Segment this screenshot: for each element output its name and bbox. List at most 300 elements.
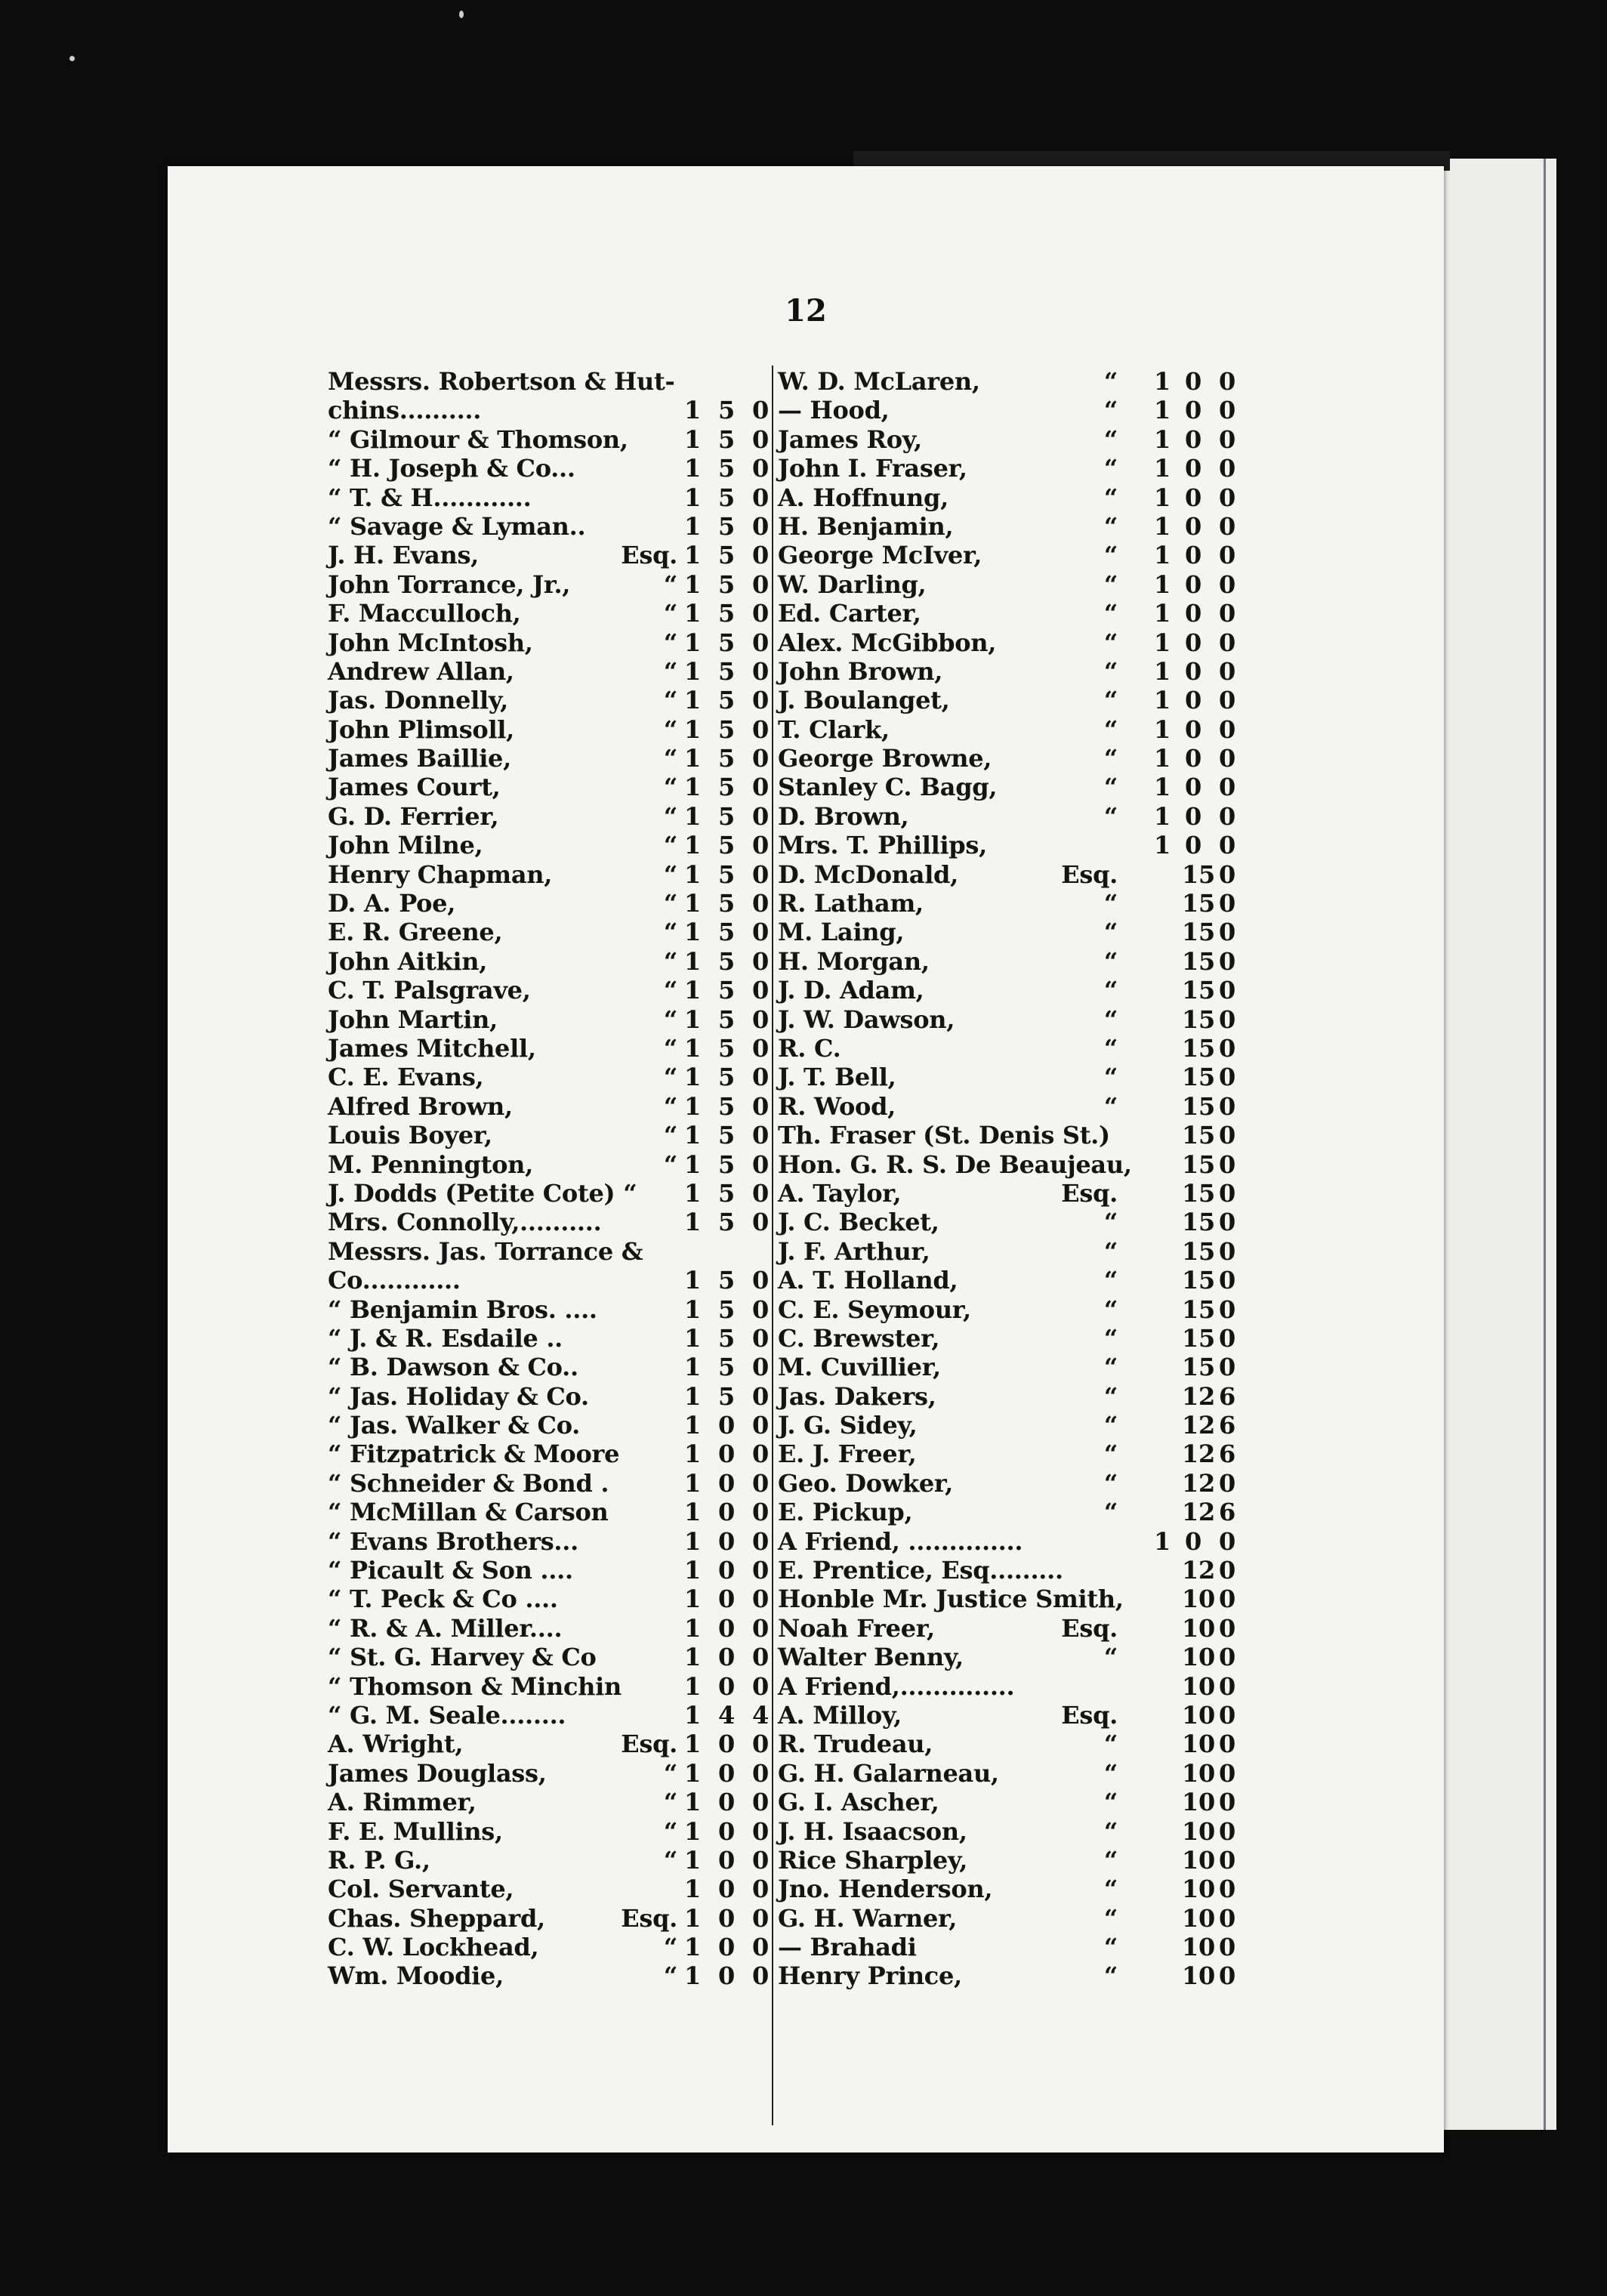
amount-pounds: 1: [684, 511, 701, 541]
amount-shillings: 15: [1182, 1178, 1215, 1208]
amount-pence: 0: [1219, 1556, 1235, 1585]
subscriber-row: [328, 1612, 772, 1641]
amount-pence: 0: [752, 1178, 769, 1208]
subscriber-name: G. D. Ferrier,: [328, 801, 499, 831]
amount-pence: 0: [752, 831, 769, 860]
amount-pounds: 1: [1154, 831, 1171, 860]
amount-pence: 0: [752, 1266, 769, 1295]
subscriber-title: “: [663, 918, 677, 947]
amount-pounds: 1: [684, 1295, 701, 1324]
subscriber-name: D. McDonald,: [778, 859, 958, 889]
subscriber-row: [778, 1728, 1238, 1757]
amount-pence: 0: [1219, 1788, 1235, 1817]
subscriber-row: [778, 424, 1238, 452]
amount-shillings: 0: [718, 1498, 735, 1527]
amount-pounds: 1: [684, 744, 701, 773]
amount-shillings: 15: [1182, 1236, 1215, 1266]
amount-pence: 6: [1219, 1381, 1235, 1411]
subscriber-row: [778, 1119, 1238, 1148]
subscriber-name: D. Brown,: [778, 801, 909, 831]
amount-pounds: 1: [684, 483, 701, 512]
amount-pence: 0: [752, 511, 769, 541]
subscriber-name: Jas. Dakers,: [778, 1381, 936, 1411]
subscriber-name: Ed. Carter,: [778, 599, 921, 628]
amount-pence: 0: [752, 1556, 769, 1585]
amount-pence: 0: [1219, 744, 1235, 773]
amount-pence: 0: [1219, 918, 1235, 947]
subscriber-name: C. W. Lockhead,: [328, 1933, 539, 1962]
subscriber-name: H. Benjamin,: [778, 511, 954, 541]
amount-shillings: 0: [1185, 454, 1201, 483]
subscriber-row: [328, 1236, 772, 1264]
subscriber-row: [328, 974, 772, 1003]
amount-pence: 0: [752, 1526, 769, 1556]
amount-shillings: 0: [718, 1613, 735, 1643]
subscriber-row: [328, 1322, 772, 1351]
subscriber-row: [328, 1583, 772, 1612]
subscriber-row: [328, 1149, 772, 1177]
subscriber-title: “: [663, 569, 677, 599]
subscriber-name: Jno. Henderson,: [778, 1875, 993, 1904]
amount-pence: 4: [752, 1700, 769, 1730]
amount-pence: 0: [1219, 1150, 1235, 1179]
subscriber-row: [328, 1873, 772, 1902]
subscriber-name: “ Fitzpatrick & Moore: [328, 1440, 620, 1469]
subscriber-name: George Browne,: [778, 744, 992, 773]
amount-pence: 0: [752, 976, 769, 1005]
amount-pounds: 1: [684, 1353, 701, 1382]
amount-pence: 0: [1219, 1208, 1235, 1237]
subscriber-row: [328, 1438, 772, 1467]
subscriber-title: “: [1103, 541, 1118, 570]
amount-pence: 0: [752, 1758, 769, 1788]
subscriber-title: “: [1103, 628, 1118, 657]
subscriber-name: Messrs. Robertson & Hut-: [328, 367, 675, 396]
amount-shillings: 12: [1182, 1411, 1215, 1440]
subscriber-name: John Milne,: [328, 831, 483, 860]
subscriber-row: [778, 829, 1238, 858]
subscriber-row: [328, 1467, 772, 1496]
amount-shillings: 5: [718, 1323, 735, 1353]
subscriber-title: “: [663, 831, 677, 860]
amount-shillings: 10: [1182, 1671, 1215, 1701]
subscriber-name: “ Thomson & Minchin: [328, 1671, 622, 1701]
amount-shillings: 0: [718, 1526, 735, 1556]
subscriber-title: “: [663, 801, 677, 831]
subscriber-row: [778, 1612, 1238, 1641]
subscriber-name: Hon. G. R. S. De Beaujeau,: [778, 1150, 1132, 1179]
amount-pence: 0: [752, 1933, 769, 1962]
subscriber-title: Esq.: [1061, 1613, 1118, 1643]
subscriber-name: John Aitkin,: [328, 946, 488, 976]
subscriber-title: “: [1103, 889, 1118, 918]
subscriber-name: H. Morgan,: [778, 946, 930, 976]
amount-pounds: 1: [684, 1208, 701, 1237]
subscriber-row: [778, 1816, 1238, 1844]
amount-shillings: 5: [718, 714, 735, 744]
subscriber-title: “: [663, 656, 677, 686]
subscriber-name: J. F. Arthur,: [778, 1236, 930, 1266]
subscriber-title: “: [1103, 396, 1118, 425]
subscriber-title: “: [1103, 976, 1118, 1005]
amount-pence: 0: [1219, 424, 1235, 454]
amount-pounds: 1: [684, 1643, 701, 1672]
amount-shillings: 0: [1185, 831, 1201, 860]
amount-shillings: 10: [1182, 1875, 1215, 1904]
subscriber-name: T. Clark,: [778, 714, 890, 744]
amount-pence: 0: [1219, 889, 1235, 918]
amount-shillings: 0: [718, 1585, 735, 1614]
amount-pounds: 1: [684, 1004, 701, 1034]
subscriber-name: “ Picault & Son ....: [328, 1556, 573, 1585]
amount-pounds: 1: [1154, 801, 1171, 831]
amount-pence: 0: [752, 1411, 769, 1440]
subscriber-title: “: [663, 1091, 677, 1121]
subscriber-row: [778, 1641, 1238, 1670]
subscriber-row: [328, 1032, 772, 1061]
amount-pence: 0: [752, 1643, 769, 1672]
amount-shillings: 15: [1182, 976, 1215, 1005]
subscriber-title: “: [1103, 946, 1118, 976]
amount-pence: 6: [1219, 1411, 1235, 1440]
subscriber-name: D. A. Poe,: [328, 889, 456, 918]
amount-shillings: 15: [1182, 918, 1215, 947]
amount-pence: 0: [1219, 1295, 1235, 1324]
amount-pounds: 1: [684, 1440, 701, 1469]
subscriber-name: J. D. Adam,: [778, 976, 924, 1005]
subscriber-row: [328, 1351, 772, 1380]
subscriber-name: Alfred Brown,: [328, 1091, 513, 1121]
subscriber-name: James Court,: [328, 773, 501, 802]
subscriber-title: “: [663, 976, 677, 1005]
amount-pence: 0: [752, 1613, 769, 1643]
amount-shillings: 5: [718, 511, 735, 541]
amount-pence: 0: [752, 889, 769, 918]
amount-shillings: 5: [718, 801, 735, 831]
subscriber-name: George McIver,: [778, 541, 982, 570]
amount-pence: 0: [1219, 1063, 1235, 1092]
subscriber-title: “: [663, 1004, 677, 1034]
subscriber-name: C. E. Evans,: [328, 1063, 484, 1092]
amount-pence: 0: [1219, 976, 1235, 1005]
subscriber-title: “: [1103, 1323, 1118, 1353]
subscriber-name: R. Trudeau,: [778, 1730, 933, 1759]
subscriber-name: — Brahadi: [778, 1933, 917, 1962]
document-page: [168, 166, 1444, 2152]
amount-shillings: 0: [718, 1933, 735, 1962]
amount-pounds: 1: [1154, 396, 1171, 425]
amount-shillings: 5: [718, 541, 735, 570]
subscriber-row: [328, 656, 772, 684]
amount-shillings: 5: [718, 599, 735, 628]
amount-pence: 0: [1219, 1903, 1235, 1933]
subscriber-row: [778, 771, 1238, 800]
amount-shillings: 0: [718, 1440, 735, 1469]
amount-shillings: 10: [1182, 1643, 1215, 1672]
subscriber-row: [778, 1004, 1238, 1032]
subscriber-name: E. Prentice, Esq.........: [778, 1556, 1063, 1585]
subscriber-row: [328, 1526, 772, 1554]
amount-shillings: 15: [1182, 1266, 1215, 1295]
amount-pence: 0: [752, 859, 769, 889]
amount-pence: 0: [752, 483, 769, 512]
subscriber-row: [778, 394, 1238, 423]
amount-shillings: 0: [718, 1556, 735, 1585]
amount-pence: 0: [752, 541, 769, 570]
subscriber-name: “ Benjamin Bros. ....: [328, 1295, 597, 1324]
amount-shillings: 12: [1182, 1468, 1215, 1498]
amount-pounds: 1: [1154, 686, 1171, 715]
subscriber-row: [778, 801, 1238, 829]
amount-pounds: 1: [1154, 628, 1171, 657]
amount-shillings: 0: [1185, 773, 1201, 802]
amount-pounds: 1: [684, 1150, 701, 1179]
subscriber-title: Esq.: [1061, 859, 1118, 889]
subscriber-row: [328, 916, 772, 945]
subscriber-row: [328, 1206, 772, 1235]
amount-pence: 0: [1219, 1004, 1235, 1034]
amount-pounds: 1: [684, 1556, 701, 1585]
subscriber-row: [328, 1641, 772, 1670]
subscriber-title: “: [1103, 1788, 1118, 1817]
subscriber-title: “: [1103, 1266, 1118, 1295]
amount-shillings: 5: [718, 656, 735, 686]
subscriber-name: M. Cuvillier,: [778, 1353, 941, 1382]
amount-pounds: 1: [684, 1700, 701, 1730]
subscriber-name: R. P. G.,: [328, 1845, 430, 1875]
amount-shillings: 15: [1182, 946, 1215, 976]
amount-pounds: 1: [684, 1381, 701, 1411]
subscriber-name: Messrs. Jas. Torrance &: [328, 1236, 643, 1266]
amount-pence: 0: [1219, 859, 1235, 889]
amount-pounds: 1: [684, 1585, 701, 1614]
subscriber-name: Henry Chapman,: [328, 859, 553, 889]
amount-pounds: 1: [684, 1063, 701, 1092]
amount-pence: 0: [752, 569, 769, 599]
subscriber-title: “: [663, 1961, 677, 1991]
subscriber-title: “: [663, 744, 677, 773]
subscriber-row: [778, 597, 1238, 626]
amount-shillings: 15: [1182, 1121, 1215, 1150]
subscriber-title: “: [663, 1121, 677, 1150]
subscriber-row: [778, 1177, 1238, 1206]
subscriber-name: M. Pennington,: [328, 1150, 533, 1179]
subscriber-row: [778, 511, 1238, 539]
amount-pence: 0: [1219, 831, 1235, 860]
subscriber-row: [778, 627, 1238, 656]
amount-shillings: 10: [1182, 1700, 1215, 1730]
dust-speck: [459, 11, 464, 18]
amount-pounds: 1: [1154, 367, 1171, 396]
amount-shillings: 0: [1185, 801, 1201, 831]
amount-pence: 0: [1219, 773, 1235, 802]
amount-pounds: 1: [684, 1323, 701, 1353]
subscriber-name: R. C.: [778, 1033, 841, 1063]
subscriber-name: Th. Fraser (St. Denis St.): [778, 1121, 1110, 1150]
amount-shillings: 12: [1182, 1556, 1215, 1585]
subscriber-name: E. Pickup,: [778, 1498, 913, 1527]
subscriber-title: “: [663, 599, 677, 628]
subscriber-title: “: [1103, 1411, 1118, 1440]
subscriber-row: [778, 1061, 1238, 1090]
right-column: [778, 366, 1238, 1989]
subscriber-title: “: [1103, 1381, 1118, 1411]
amount-shillings: 0: [1185, 686, 1201, 715]
amount-shillings: 5: [718, 1266, 735, 1295]
subscriber-name: Honble Mr. Justice Smith,: [778, 1585, 1124, 1614]
amount-pence: 0: [752, 1498, 769, 1527]
amount-pence: 0: [752, 628, 769, 657]
amount-pounds: 1: [684, 1178, 701, 1208]
amount-shillings: 15: [1182, 1295, 1215, 1324]
subscriber-row: [778, 1496, 1238, 1525]
subscriber-row: [778, 1554, 1238, 1583]
subscriber-name: James Roy,: [778, 424, 922, 454]
amount-pounds: 1: [684, 714, 701, 744]
subscriber-name: G. H. Warner,: [778, 1903, 958, 1933]
subscriber-row: [778, 1236, 1238, 1264]
subscriber-row: [328, 597, 772, 626]
amount-pounds: 1: [684, 599, 701, 628]
amount-pounds: 1: [684, 976, 701, 1005]
subscriber-name: C. Brewster,: [778, 1323, 940, 1353]
subscriber-title: “: [1103, 1816, 1118, 1846]
amount-shillings: 0: [1185, 541, 1201, 570]
subscriber-title: “: [1103, 686, 1118, 715]
amount-shillings: 0: [718, 1758, 735, 1788]
amount-pence: 0: [752, 1353, 769, 1382]
subscriber-title: “: [663, 859, 677, 889]
subscriber-row: [778, 684, 1238, 713]
amount-pounds: 1: [1154, 483, 1171, 512]
amount-pence: 0: [752, 396, 769, 425]
subscriber-name: Andrew Allan,: [328, 656, 514, 686]
subscriber-title: “: [1103, 454, 1118, 483]
subscriber-name: J. H. Isaacson,: [778, 1816, 967, 1846]
amount-shillings: 5: [718, 918, 735, 947]
subscriber-name: Alex. McGibbon,: [778, 628, 997, 657]
amount-pence: 0: [1219, 454, 1235, 483]
subscriber-row: [328, 1409, 772, 1438]
subscriber-row: [328, 1177, 772, 1206]
amount-shillings: 15: [1182, 1004, 1215, 1034]
subscriber-row: [328, 1816, 772, 1844]
amount-shillings: 5: [718, 454, 735, 483]
amount-shillings: 5: [718, 859, 735, 889]
underlying-page: [1441, 159, 1556, 2130]
amount-pounds: 1: [684, 1903, 701, 1933]
amount-shillings: 10: [1182, 1788, 1215, 1817]
subscriber-row: [778, 1438, 1238, 1467]
left-column: [328, 366, 772, 1989]
subscriber-name: J. Boulanget,: [778, 686, 950, 715]
amount-shillings: 0: [1185, 628, 1201, 657]
amount-pence: 0: [1219, 1700, 1235, 1730]
amount-shillings: 0: [718, 1671, 735, 1701]
subscriber-row: [328, 366, 772, 394]
subscriber-title: “: [1103, 1903, 1118, 1933]
amount-shillings: 15: [1182, 1033, 1215, 1063]
subscriber-row: [778, 1526, 1238, 1554]
subscriber-row: [328, 511, 772, 539]
subscriber-title: “: [1103, 599, 1118, 628]
amount-pence: 0: [1219, 511, 1235, 541]
subscriber-name: A Friend,..............: [778, 1671, 1015, 1701]
subscriber-name: “ R. & A. Miller....: [328, 1613, 563, 1643]
subscriber-title: “: [663, 1845, 677, 1875]
subscriber-title: Esq.: [1061, 1178, 1118, 1208]
amount-pence: 0: [1219, 1121, 1235, 1150]
subscriber-title: “: [1103, 801, 1118, 831]
amount-shillings: 5: [718, 1063, 735, 1092]
subscriber-row: [328, 1119, 772, 1148]
subscriber-row: [328, 482, 772, 511]
subscriber-name: John Torrance, Jr.,: [328, 569, 571, 599]
amount-shillings: 5: [718, 1178, 735, 1208]
amount-pounds: 1: [684, 541, 701, 570]
subscriber-row: [778, 656, 1238, 684]
amount-shillings: 0: [718, 1788, 735, 1817]
amount-shillings: 15: [1182, 859, 1215, 889]
amount-shillings: 10: [1182, 1613, 1215, 1643]
amount-pence: 0: [752, 686, 769, 715]
subscriber-row: [328, 1786, 772, 1815]
subscriber-name: E. J. Freer,: [778, 1440, 917, 1469]
amount-pence: 0: [1219, 1845, 1235, 1875]
subscriber-row: [328, 569, 772, 597]
amount-pence: 0: [752, 1816, 769, 1846]
subscriber-name: “ T. & H............: [328, 483, 532, 512]
amount-shillings: 10: [1182, 1933, 1215, 1962]
subscriber-name: “ McMillan & Carson: [328, 1498, 609, 1527]
subscriber-row: [778, 916, 1238, 945]
amount-pounds: 1: [684, 859, 701, 889]
amount-pence: 0: [1219, 1643, 1235, 1672]
amount-pounds: 1: [1154, 454, 1171, 483]
amount-pounds: 1: [1154, 424, 1171, 454]
amount-shillings: 5: [718, 1295, 735, 1324]
subscriber-name: Henry Prince,: [778, 1961, 962, 1991]
amount-shillings: 5: [718, 831, 735, 860]
amount-pence: 0: [1219, 1353, 1235, 1382]
amount-pounds: 1: [684, 1613, 701, 1643]
subscriber-name: Mrs. T. Phillips,: [778, 831, 987, 860]
subscriber-title: “: [1103, 424, 1118, 454]
subscriber-name: Stanley C. Bagg,: [778, 773, 998, 802]
subscriber-row: [778, 946, 1238, 974]
amount-shillings: 5: [718, 1004, 735, 1034]
subscriber-row: [778, 859, 1238, 887]
amount-pounds: 1: [1154, 541, 1171, 570]
subscriber-row: [328, 1844, 772, 1873]
amount-pounds: 1: [684, 1033, 701, 1063]
amount-shillings: 5: [718, 686, 735, 715]
subscriber-name: J. W. Dawson,: [778, 1004, 955, 1034]
amount-shillings: 0: [718, 1875, 735, 1904]
subscriber-title: “: [1103, 483, 1118, 512]
subscriber-row: [778, 1583, 1238, 1612]
amount-pounds: 1: [684, 773, 701, 802]
amount-pence: 0: [752, 1004, 769, 1034]
subscriber-title: “: [1103, 918, 1118, 947]
subscriber-row: [328, 887, 772, 916]
subscriber-title: “: [1103, 1236, 1118, 1266]
amount-shillings: 10: [1182, 1730, 1215, 1759]
amount-shillings: 5: [718, 946, 735, 976]
amount-pence: 0: [752, 744, 769, 773]
amount-shillings: 0: [1185, 511, 1201, 541]
amount-pounds: 1: [1154, 744, 1171, 773]
